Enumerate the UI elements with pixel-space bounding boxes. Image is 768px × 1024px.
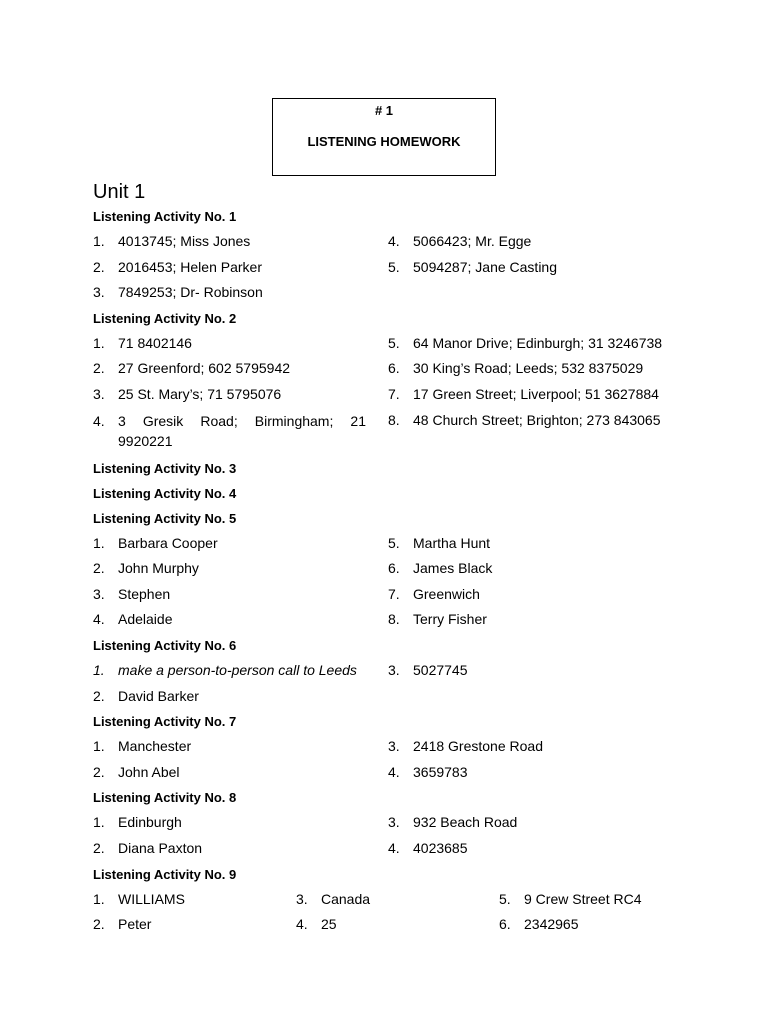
answer-item (93, 607, 388, 633)
activity-heading: Listening Activity No. 4 (93, 485, 237, 501)
item-text: Diana Paxton (118, 839, 203, 856)
answer-item (93, 356, 388, 382)
activity-heading: Listening Activity No. 9 (93, 866, 237, 882)
answer-item (93, 582, 388, 608)
item-number: 6. (388, 560, 400, 577)
item-number: 6. (388, 360, 400, 377)
item-number: 7. (388, 585, 400, 602)
item-text: 3 Gresik Road; Birmingham; 21 9920221 (118, 412, 366, 449)
item-number: 3. (388, 661, 400, 678)
item-number: 3. (93, 585, 105, 602)
item-number: 5. (388, 534, 400, 551)
answer-item (499, 912, 679, 938)
activity-heading: Listening Activity No. 8 (93, 790, 237, 806)
item-text: 5094287; Jane Casting (413, 258, 557, 275)
answer-item (388, 382, 683, 408)
item-text: Adelaide (118, 611, 173, 628)
activity-1-answers (93, 229, 683, 306)
item-number: 2. (93, 560, 105, 577)
item-number: 1. (93, 233, 105, 249)
answer-item (388, 810, 683, 836)
item-number: 8. (388, 611, 400, 628)
answer-item (93, 331, 388, 357)
item-number: 4. (388, 763, 400, 780)
answer-item (93, 658, 388, 684)
item-number: 7. (388, 385, 400, 402)
item-number: 8. (388, 411, 400, 428)
item-text: Manchester (118, 738, 192, 755)
answer-item (93, 912, 296, 938)
title-box (272, 98, 496, 176)
activity-7-answers (93, 734, 683, 785)
item-number: 2. (93, 763, 105, 780)
answer-item (388, 607, 683, 633)
item-number: 2. (93, 258, 105, 275)
answer-item (388, 331, 683, 357)
activity-5-answers (93, 531, 683, 633)
item-number: 3. (93, 284, 105, 301)
answer-item (93, 760, 388, 786)
item-text: 64 Manor Drive; Edinburgh; 31 3246738 (413, 334, 663, 351)
item-text: Canada (321, 890, 371, 907)
activity-heading: Listening Activity No. 2 (93, 310, 237, 326)
answer-item (499, 887, 679, 913)
activity-6-answers (93, 658, 683, 709)
homework-title: LISTENING HOMEWORK (307, 134, 461, 149)
item-text: 5027745 (413, 661, 468, 678)
answer-item (388, 760, 683, 786)
answer-item (388, 734, 683, 760)
answer-item (93, 255, 388, 281)
item-number: 4. (388, 839, 400, 856)
answer-item (93, 684, 388, 710)
unit-title: Unit 1 (93, 181, 146, 203)
answer-item (296, 887, 499, 913)
answer-item (388, 531, 683, 557)
item-number: 2. (93, 839, 105, 856)
answer-item (93, 280, 388, 306)
activity-heading: Listening Activity No. 7 (93, 714, 237, 730)
item-text: John Abel (118, 763, 180, 780)
activity-heading: Listening Activity No. 1 (93, 209, 237, 224)
item-number: 1. (93, 334, 105, 351)
item-number: 4. (388, 233, 400, 249)
item-number: 1. (93, 738, 105, 755)
item-text: 2418 Grestone Road (413, 738, 543, 755)
item-text: 4023685 (413, 839, 468, 856)
item-number: 2. (93, 360, 105, 377)
item-text: 3659783 (413, 763, 468, 780)
item-text: Edinburgh (118, 814, 182, 831)
answer-item (388, 255, 683, 281)
item-number: 3. (93, 385, 105, 402)
item-text: 4013745; Miss Jones (118, 233, 251, 249)
activity-heading: Listening Activity No. 6 (93, 637, 237, 653)
item-text: 30 King’s Road; Leeds; 532 8375029 (413, 360, 644, 377)
answer-item (388, 229, 683, 255)
activity-2-answers (93, 331, 683, 451)
item-text: 2342965 (524, 916, 579, 933)
item-number: 1. (93, 661, 105, 678)
item-number: 2. (93, 687, 105, 704)
answer-item (388, 658, 683, 684)
answer-item (388, 356, 683, 382)
item-number: 3. (388, 814, 400, 831)
item-text: David Barker (118, 687, 199, 704)
activity-8-answers (93, 810, 683, 861)
item-text: Stephen (118, 585, 171, 602)
homework-number: # 1 (374, 103, 394, 118)
item-number: 3. (296, 890, 308, 907)
item-number: 3. (388, 738, 400, 755)
activity-heading: Listening Activity No. 5 (93, 510, 237, 526)
item-text: 71 8402146 (118, 334, 192, 351)
item-text: 27 Greenford; 602 5795942 (118, 360, 291, 377)
item-text: 7849253; Dr- Robinson (118, 284, 263, 301)
answer-item (93, 382, 388, 408)
answer-item (388, 556, 683, 582)
item-text: WILLIAMS (118, 890, 185, 907)
item-number: 4. (93, 611, 105, 628)
item-text: Martha Hunt (413, 534, 491, 551)
item-number: 1. (93, 814, 105, 831)
answer-item (296, 912, 499, 938)
item-number: 5. (499, 890, 511, 907)
item-text: 2016453; Helen Parker (118, 258, 262, 275)
answer-item (93, 531, 388, 557)
answer-item (388, 836, 683, 862)
item-text: 25 (321, 916, 337, 933)
item-text: make a person-to-person call to Leeds (118, 661, 357, 678)
item-text: James Black (413, 560, 493, 577)
item-text: 9 Crew Street RC4 (524, 890, 642, 907)
answer-item (388, 408, 683, 434)
item-number: 6. (499, 916, 511, 933)
document-body (93, 180, 683, 938)
item-text: 25 St. Mary’s; 71 5795076 (118, 385, 282, 402)
item-number: 2. (93, 916, 105, 933)
item-text: 5066423; Mr. Egge (413, 233, 532, 249)
item-number: 5. (388, 258, 400, 275)
item-text: Barbara Cooper (118, 534, 218, 551)
activity-9-answers (93, 887, 683, 938)
answer-item (93, 734, 388, 760)
activity-heading: Listening Activity No. 3 (93, 460, 237, 476)
answer-item (93, 810, 388, 836)
answer-item (93, 229, 388, 255)
item-text: John Murphy (118, 560, 199, 577)
answer-item (93, 408, 388, 451)
answer-item (93, 556, 388, 582)
item-text: Terry Fisher (413, 611, 487, 628)
item-number: 4. (93, 412, 105, 429)
item-number: 4. (296, 916, 308, 933)
item-text: 17 Green Street; Liverpool; 51 3627884 (413, 385, 659, 402)
item-text: 48 Church Street; Brighton; 273 843065 (413, 411, 661, 428)
answer-item (388, 582, 683, 608)
item-number: 1. (93, 890, 105, 907)
item-text: Greenwich (413, 585, 480, 602)
item-text: 932 Beach Road (413, 814, 518, 831)
item-text: Peter (118, 916, 152, 933)
answer-item (93, 836, 388, 862)
item-number: 5. (388, 334, 400, 351)
answer-item (93, 887, 296, 913)
item-number: 1. (93, 534, 105, 551)
